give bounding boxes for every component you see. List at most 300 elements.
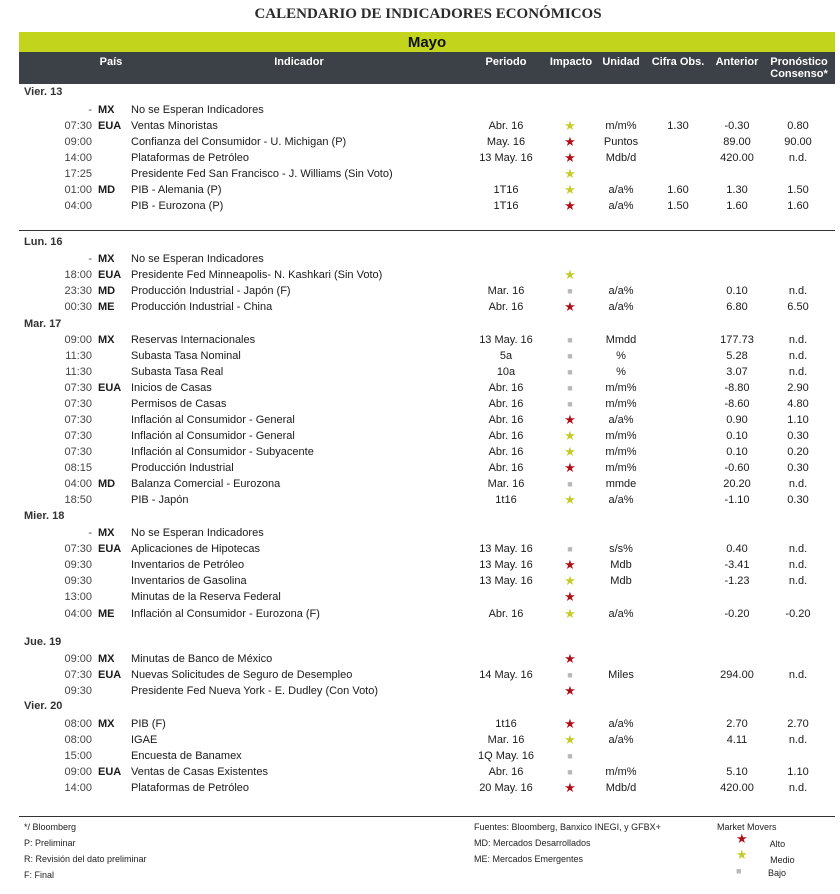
indicator-cell: Aplicaciones de Hipotecas bbox=[131, 543, 261, 555]
indicator-cell: Encuesta de Banamex bbox=[131, 750, 242, 762]
impact-cell bbox=[561, 608, 579, 621]
prev-cell: 420.00 bbox=[720, 152, 754, 164]
impact-cell bbox=[561, 478, 579, 490]
time-cell: 07:30 bbox=[64, 414, 92, 426]
time-cell: 00:30 bbox=[64, 301, 92, 313]
time-cell: - bbox=[88, 527, 92, 539]
day-heading: Vier. 13 bbox=[24, 86, 63, 98]
star-medio-icon: ★ bbox=[564, 444, 576, 459]
prev-cell: 0.40 bbox=[726, 543, 748, 555]
cons-cell: -0.20 bbox=[785, 608, 811, 620]
note-final: F: Final bbox=[24, 870, 55, 880]
header-unidad: Unidad bbox=[602, 56, 640, 68]
period-cell: 13 May. 16 bbox=[479, 575, 533, 587]
impact-cell bbox=[561, 591, 579, 604]
table-row bbox=[0, 526, 840, 542]
country-cell: MD bbox=[98, 478, 116, 490]
impact-cell bbox=[561, 430, 579, 443]
header-indicador: Indicador bbox=[274, 56, 324, 68]
period-cell: May. 16 bbox=[486, 136, 526, 148]
unit-cell: a/a% bbox=[608, 718, 634, 730]
cons-cell: n.d. bbox=[788, 152, 808, 164]
impact-cell bbox=[561, 653, 579, 666]
table-row bbox=[0, 397, 840, 413]
time-cell: 01:00 bbox=[64, 184, 92, 196]
obs-cell: 1.50 bbox=[667, 200, 689, 212]
indicator-cell: Inventarios de Gasolina bbox=[131, 575, 247, 587]
period-cell: Abr. 16 bbox=[488, 301, 524, 313]
day-heading: Mier. 18 bbox=[24, 510, 65, 522]
country-cell: MX bbox=[98, 653, 115, 665]
indicator-cell: Subasta Tasa Nominal bbox=[131, 350, 241, 362]
sources: Fuentes: Bloomberg, Banxico INEGI, y GFBX+ bbox=[474, 822, 661, 832]
impact-cell bbox=[561, 269, 579, 282]
me-legend: ME: Mercados Emergentes bbox=[474, 854, 584, 864]
star-medio-icon: ★ bbox=[564, 118, 576, 133]
cons-cell: 1.50 bbox=[787, 184, 809, 196]
prev-cell: 1.30 bbox=[726, 184, 748, 196]
star-alto-icon: ★ bbox=[736, 831, 748, 846]
legend-medio-label: Medio bbox=[770, 855, 795, 865]
star-alto-icon: ★ bbox=[564, 557, 576, 572]
period-cell: Abr. 16 bbox=[488, 462, 524, 474]
unit-cell: a/a% bbox=[608, 494, 634, 506]
prev-cell: 0.10 bbox=[726, 430, 748, 442]
impact-cell bbox=[561, 766, 579, 778]
table-row bbox=[0, 381, 840, 397]
indicator-cell: No se Esperan Indicadores bbox=[131, 527, 264, 539]
prev-cell: 0.10 bbox=[726, 446, 748, 458]
table-row bbox=[0, 542, 840, 558]
unit-cell: mmde bbox=[605, 478, 637, 490]
day-heading: Vier. 20 bbox=[24, 700, 63, 712]
prev-cell: -8.80 bbox=[724, 382, 750, 394]
indicator-cell: Producción Industrial - Japón (F) bbox=[131, 285, 291, 297]
indicator-cell: Inflación al Consumidor - Eurozona (F) bbox=[131, 608, 320, 620]
table-row bbox=[0, 607, 840, 623]
table-row bbox=[0, 413, 840, 429]
table-row bbox=[0, 284, 840, 300]
period-cell: Abr. 16 bbox=[488, 414, 524, 426]
country-cell: MX bbox=[98, 527, 115, 539]
day-heading: Mar. 17 bbox=[24, 318, 62, 330]
time-cell: 14:00 bbox=[64, 152, 92, 164]
impact-cell bbox=[561, 782, 579, 795]
impact-cell bbox=[561, 285, 579, 297]
country-cell: EUA bbox=[98, 543, 122, 555]
square-bajo-icon: ■ bbox=[567, 751, 573, 761]
cons-cell: 1.10 bbox=[787, 414, 809, 426]
impact-cell bbox=[561, 494, 579, 507]
unit-cell: a/a% bbox=[608, 608, 634, 620]
time-cell: 08:00 bbox=[64, 734, 92, 746]
square-bajo-icon: ■ bbox=[567, 335, 573, 345]
prev-cell: -1.10 bbox=[724, 494, 750, 506]
legend-alto bbox=[736, 831, 786, 849]
unit-cell: m/m% bbox=[605, 462, 637, 474]
unit-cell: a/a% bbox=[608, 734, 634, 746]
table-row bbox=[0, 252, 840, 268]
day-heading: Jue. 19 bbox=[24, 636, 62, 648]
prev-cell: -3.41 bbox=[724, 559, 750, 571]
square-bajo-icon: ■ bbox=[567, 367, 573, 377]
footer-rule bbox=[19, 816, 835, 817]
unit-cell: m/m% bbox=[605, 446, 637, 458]
period-cell: 10a bbox=[496, 366, 516, 378]
indicator-cell: Permisos de Casas bbox=[131, 398, 227, 410]
star-medio-icon: ★ bbox=[564, 182, 576, 197]
note-preliminar: P: Preliminar bbox=[24, 838, 76, 848]
star-alto-icon: ★ bbox=[564, 299, 576, 314]
period-cell: 1t16 bbox=[495, 718, 517, 730]
indicator-cell: Inflación al Consumidor - Subyacente bbox=[131, 446, 314, 458]
period-cell: Abr. 16 bbox=[488, 120, 524, 132]
unit-cell: a/a% bbox=[608, 301, 634, 313]
period-cell: Abr. 16 bbox=[488, 608, 524, 620]
cons-cell: 1.60 bbox=[787, 200, 809, 212]
impact-cell bbox=[561, 543, 579, 555]
prev-cell: 20.20 bbox=[723, 478, 751, 490]
cons-cell: 0.30 bbox=[787, 430, 809, 442]
time-cell: 08:15 bbox=[64, 462, 92, 474]
impact-cell bbox=[561, 446, 579, 459]
star-medio-icon: ★ bbox=[736, 847, 748, 862]
star-medio-icon: ★ bbox=[564, 573, 576, 588]
time-cell: 09:30 bbox=[64, 559, 92, 571]
time-cell: 09:00 bbox=[64, 334, 92, 346]
table-row bbox=[0, 445, 840, 461]
impact-cell bbox=[561, 366, 579, 378]
prev-cell: 89.00 bbox=[723, 136, 751, 148]
table-row bbox=[0, 183, 840, 199]
table-row bbox=[0, 717, 840, 733]
indicator-cell: Ventas Minoristas bbox=[131, 120, 218, 132]
cons-cell: n.d. bbox=[788, 559, 808, 571]
time-cell: 04:00 bbox=[64, 478, 92, 490]
prev-cell: -0.20 bbox=[724, 608, 750, 620]
time-cell: 09:30 bbox=[64, 575, 92, 587]
prev-cell: 2.70 bbox=[726, 718, 748, 730]
time-cell: - bbox=[88, 104, 92, 116]
country-cell: MD bbox=[98, 184, 116, 196]
header-periodo: Periodo bbox=[485, 56, 527, 68]
unit-cell: Miles bbox=[608, 669, 634, 681]
cons-cell: 0.80 bbox=[787, 120, 809, 132]
star-alto-icon: ★ bbox=[564, 412, 576, 427]
table-row bbox=[0, 300, 840, 316]
time-cell: 09:00 bbox=[64, 653, 92, 665]
table-row bbox=[0, 333, 840, 349]
unit-cell: a/a% bbox=[608, 184, 634, 196]
time-cell: - bbox=[88, 253, 92, 265]
time-cell: 04:00 bbox=[64, 608, 92, 620]
country-cell: EUA bbox=[98, 269, 122, 281]
period-cell: Mar. 16 bbox=[487, 478, 525, 490]
country-cell: MX bbox=[98, 718, 115, 730]
impact-cell bbox=[561, 559, 579, 572]
country-cell: MD bbox=[98, 285, 116, 297]
star-alto-icon: ★ bbox=[564, 780, 576, 795]
period-cell: 20 May. 16 bbox=[479, 782, 533, 794]
impact-cell bbox=[561, 734, 579, 747]
table-row bbox=[0, 103, 840, 119]
period-cell: 1T16 bbox=[493, 184, 519, 196]
star-alto-icon: ★ bbox=[564, 683, 576, 698]
time-cell: 09:30 bbox=[64, 685, 92, 697]
cons-cell: n.d. bbox=[788, 334, 808, 346]
indicator-cell: IGAE bbox=[131, 734, 158, 746]
indicator-cell: PIB (F) bbox=[131, 718, 166, 730]
legend-medio bbox=[736, 847, 795, 865]
square-bajo-icon: ■ bbox=[567, 767, 573, 777]
table-row bbox=[0, 119, 840, 135]
cons-cell: 4.80 bbox=[787, 398, 809, 410]
star-alto-icon: ★ bbox=[564, 150, 576, 165]
cons-cell: 0.30 bbox=[787, 494, 809, 506]
obs-cell: 1.30 bbox=[667, 120, 689, 132]
table-row bbox=[0, 151, 840, 167]
time-cell: 09:00 bbox=[64, 136, 92, 148]
note-bloomberg: */ Bloomberg bbox=[24, 822, 77, 832]
unit-cell: Mdb/d bbox=[605, 782, 637, 794]
unit-cell: s/s% bbox=[609, 543, 633, 555]
cons-cell: n.d. bbox=[788, 478, 808, 490]
square-bajo-icon: ■ bbox=[567, 544, 573, 554]
table-row bbox=[0, 349, 840, 365]
country-cell: EUA bbox=[98, 382, 122, 394]
period-cell: 1T16 bbox=[493, 200, 519, 212]
cons-cell: n.d. bbox=[788, 366, 808, 378]
prev-cell: 1.60 bbox=[726, 200, 748, 212]
indicator-cell: Producción Industrial bbox=[131, 462, 234, 474]
table-row bbox=[0, 268, 840, 284]
indicator-cell: Balanza Comercial - Eurozona bbox=[131, 478, 281, 490]
table-row bbox=[0, 574, 840, 590]
table-row bbox=[0, 429, 840, 445]
square-bajo-icon: ■ bbox=[567, 383, 573, 393]
country-cell: EUA bbox=[98, 669, 122, 681]
star-medio-icon: ★ bbox=[564, 267, 576, 282]
cons-cell: n.d. bbox=[788, 285, 808, 297]
square-bajo-icon: ■ bbox=[567, 351, 573, 361]
unit-cell: Mdb/d bbox=[605, 152, 637, 164]
header-impacto: Impacto bbox=[549, 56, 593, 68]
period-cell: 1t16 bbox=[495, 494, 517, 506]
prev-cell: 294.00 bbox=[720, 669, 754, 681]
legend-alto-label: Alto bbox=[769, 839, 786, 849]
legend-bajo bbox=[736, 866, 786, 878]
obs-cell: 1.60 bbox=[667, 184, 689, 196]
impact-cell bbox=[561, 685, 579, 698]
table-row bbox=[0, 167, 840, 183]
star-medio-icon: ★ bbox=[564, 166, 576, 181]
impact-cell bbox=[561, 301, 579, 314]
time-cell: 11:30 bbox=[65, 350, 92, 362]
indicator-cell: Plataformas de Petróleo bbox=[131, 782, 250, 794]
cons-cell: 1.10 bbox=[787, 766, 809, 778]
indicator-cell: Minutas de Banco de México bbox=[131, 653, 273, 665]
indicator-cell: PIB - Eurozona (P) bbox=[131, 200, 224, 212]
prev-cell: -1.23 bbox=[724, 575, 750, 587]
star-alto-icon: ★ bbox=[564, 460, 576, 475]
cons-cell: 90.00 bbox=[784, 136, 812, 148]
table-row bbox=[0, 558, 840, 574]
time-cell: 09:00 bbox=[64, 766, 92, 778]
impact-cell bbox=[561, 350, 579, 362]
prev-cell: -0.30 bbox=[724, 120, 750, 132]
indicator-cell: PIB - Japón bbox=[131, 494, 189, 506]
star-medio-icon: ★ bbox=[564, 492, 576, 507]
indicator-cell: Nuevas Solicitudes de Seguro de Desempleo bbox=[131, 669, 353, 681]
time-cell: 23:30 bbox=[64, 285, 92, 297]
star-alto-icon: ★ bbox=[564, 651, 576, 666]
header-anterior: Anterior bbox=[715, 56, 759, 68]
unit-cell: m/m% bbox=[605, 382, 637, 394]
time-cell: 14:00 bbox=[64, 782, 92, 794]
unit-cell: Puntos bbox=[603, 136, 639, 148]
prev-cell: 6.80 bbox=[726, 301, 748, 313]
indicator-cell: Presidente Fed Nueva York - E. Dudley (Con Voto) bbox=[131, 685, 379, 697]
country-cell: MX bbox=[98, 334, 115, 346]
impact-cell bbox=[561, 462, 579, 475]
period-cell: 14 May. 16 bbox=[479, 669, 533, 681]
period-cell: Abr. 16 bbox=[488, 430, 524, 442]
star-medio-icon: ★ bbox=[564, 732, 576, 747]
cons-cell: 0.30 bbox=[787, 462, 809, 474]
indicator-cell: Inflación al Consumidor - General bbox=[131, 414, 295, 426]
time-cell: 17:25 bbox=[64, 168, 92, 180]
cons-cell: 6.50 bbox=[787, 301, 809, 313]
impact-cell bbox=[561, 718, 579, 731]
impact-cell bbox=[561, 184, 579, 197]
cons-cell: 2.90 bbox=[787, 382, 809, 394]
country-cell: EUA bbox=[98, 120, 122, 132]
time-cell: 07:30 bbox=[64, 430, 92, 442]
header-consenso-line2: Consenso* bbox=[770, 68, 828, 80]
time-cell: 07:30 bbox=[64, 543, 92, 555]
indicator-cell: Minutas de la Reserva Federal bbox=[131, 591, 281, 603]
table-row bbox=[0, 199, 840, 215]
star-medio-icon: ★ bbox=[564, 606, 576, 621]
period-cell: Abr. 16 bbox=[488, 446, 524, 458]
table-row bbox=[0, 477, 840, 493]
star-alto-icon: ★ bbox=[564, 198, 576, 213]
indicator-cell: Ventas de Casas Existentes bbox=[131, 766, 268, 778]
period-cell: Mar. 16 bbox=[487, 734, 525, 746]
time-cell: 07:30 bbox=[64, 446, 92, 458]
indicator-cell: Presidente Fed San Francisco - J. Williams (Sin Voto) bbox=[131, 168, 393, 180]
header-consenso-line1: Pronóstico bbox=[770, 56, 828, 68]
unit-cell: m/m% bbox=[605, 120, 637, 132]
period-cell: Abr. 16 bbox=[488, 382, 524, 394]
star-alto-icon: ★ bbox=[564, 716, 576, 731]
square-bajo-icon: ■ bbox=[567, 399, 573, 409]
table-row bbox=[0, 461, 840, 477]
star-alto-icon: ★ bbox=[564, 589, 576, 604]
impact-cell bbox=[561, 136, 579, 149]
indicator-cell: Presidente Fed Minneapolis- N. Kashkari (Sin Voto) bbox=[131, 269, 383, 281]
prev-cell: 0.90 bbox=[726, 414, 748, 426]
md-legend: MD: Mercados Desarrollados bbox=[474, 838, 591, 848]
star-alto-icon: ★ bbox=[564, 134, 576, 149]
period-cell: Abr. 16 bbox=[488, 398, 524, 410]
prev-cell: 5.10 bbox=[726, 766, 748, 778]
cons-cell: 0.20 bbox=[787, 446, 809, 458]
table-header bbox=[19, 52, 835, 84]
period-cell: Mar. 16 bbox=[487, 285, 525, 297]
indicator-cell: Plataformas de Petróleo bbox=[131, 152, 250, 164]
time-cell: 11:30 bbox=[65, 366, 92, 378]
time-cell: 18:00 bbox=[64, 269, 92, 281]
cons-cell: n.d. bbox=[788, 734, 808, 746]
table-row bbox=[0, 781, 840, 797]
indicator-cell: PIB - Alemania (P) bbox=[131, 184, 222, 196]
cons-cell: n.d. bbox=[788, 782, 808, 794]
page-title: CALENDARIO DE INDICADORES ECONÓMICOS bbox=[254, 6, 602, 22]
cons-cell: n.d. bbox=[788, 669, 808, 681]
square-bajo-icon: ■ bbox=[567, 479, 573, 489]
table-row bbox=[0, 733, 840, 749]
period-cell: 1Q May. 16 bbox=[477, 750, 535, 762]
prev-cell: 5.28 bbox=[726, 350, 748, 362]
table-row bbox=[0, 684, 840, 700]
period-cell: 13 May. 16 bbox=[479, 152, 533, 164]
country-cell: EUA bbox=[98, 766, 122, 778]
table-row bbox=[0, 668, 840, 684]
time-cell: 07:30 bbox=[64, 382, 92, 394]
cons-cell: n.d. bbox=[788, 575, 808, 587]
country-cell: MX bbox=[98, 104, 115, 116]
impact-cell bbox=[561, 120, 579, 133]
impact-cell bbox=[561, 669, 579, 681]
indicator-cell: No se Esperan Indicadores bbox=[131, 104, 264, 116]
country-cell: MX bbox=[98, 253, 115, 265]
period-cell: 13 May. 16 bbox=[479, 543, 533, 555]
time-cell: 18:50 bbox=[64, 494, 92, 506]
unit-cell: a/a% bbox=[608, 200, 634, 212]
country-cell: ME bbox=[98, 608, 115, 620]
cons-cell: 2.70 bbox=[787, 718, 809, 730]
unit-cell: m/m% bbox=[605, 766, 637, 778]
impact-cell bbox=[561, 168, 579, 181]
day-heading: Lun. 16 bbox=[24, 236, 63, 248]
square-bajo-icon: ■ bbox=[567, 670, 573, 680]
star-medio-icon: ★ bbox=[564, 428, 576, 443]
legend-bajo-label: Bajo bbox=[767, 868, 786, 878]
table-row bbox=[0, 749, 840, 765]
prev-cell: 0.10 bbox=[726, 285, 748, 297]
indicator-cell: Subasta Tasa Real bbox=[131, 366, 224, 378]
time-cell: 08:00 bbox=[64, 718, 92, 730]
market-movers-title: Market Movers bbox=[717, 822, 777, 832]
unit-cell: Mdb bbox=[610, 575, 632, 587]
prev-cell: 3.07 bbox=[726, 366, 748, 378]
table-row bbox=[0, 652, 840, 668]
country-cell: ME bbox=[98, 301, 115, 313]
table-row bbox=[0, 365, 840, 381]
period-cell: 5a bbox=[499, 350, 513, 362]
square-bajo-icon: ■ bbox=[567, 286, 573, 296]
time-cell: 07:30 bbox=[64, 669, 92, 681]
indicator-cell: Inicios de Casas bbox=[131, 382, 212, 394]
month-banner: Mayo bbox=[19, 32, 835, 52]
unit-cell: % bbox=[616, 350, 626, 362]
prev-cell: 177.73 bbox=[720, 334, 754, 346]
cons-cell: n.d. bbox=[788, 350, 808, 362]
table-row bbox=[0, 493, 840, 509]
unit-cell: Mdb bbox=[610, 559, 632, 571]
impact-cell bbox=[561, 152, 579, 165]
